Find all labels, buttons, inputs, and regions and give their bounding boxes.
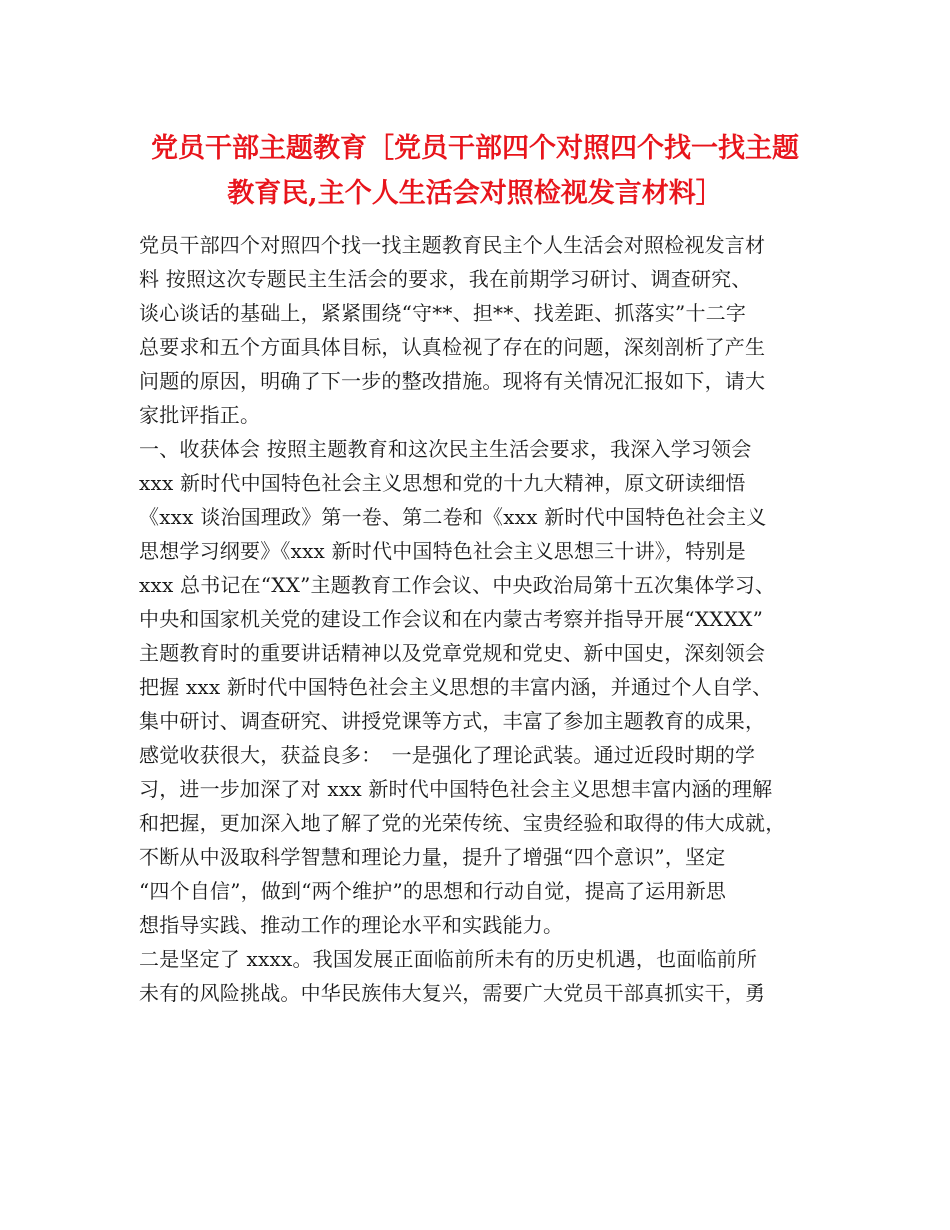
body-line: 谈心谈话的基础上，紧紧围绕“守**、担**、找差距、抓落实”十二字 (139, 301, 747, 325)
body-line: 二是坚定了 xxxx。我国发展正面临前所未有的历史机遇，也面临前所 (139, 947, 758, 971)
body-line: 集中研讨、调查研究、讲授党课等方式，丰富了参加主题教育的成果， (139, 709, 766, 733)
body-line: xxx 总书记在“XX”主题教育工作会议、中央政治局第十五次集体学习、 (139, 573, 776, 597)
body-line: xxx 新时代中国特色社会主义思想和党的十九大精神，原文研读细悟 (139, 471, 746, 495)
title-line: 教育民,主个人生活会对照检视发言材料］ (227, 178, 723, 209)
body-line: “四个自信”，做到“两个维护”的思想和行动自觉，提高了运用新思 (139, 879, 727, 903)
body-line: 想指导实践、推动工作的理论水平和实践能力。 (139, 913, 564, 937)
body-line: 料 按照这次专题民主生活会的要求，我在前期学习研讨、调查研究、 (139, 267, 752, 291)
body-line: 党员干部四个对照四个找一找主题教育民主个人生活会对照检视发言材 (139, 233, 766, 257)
title-line: 党员干部主题教育［党员干部四个对照四个找一找主题 (151, 133, 799, 164)
document-title (120, 126, 830, 216)
body-line: 和把握，更加深入地了解了党的光荣传统、宝贵经验和取得的伟大成就， (139, 811, 786, 835)
body-line: 一、收获体会 按照主题教育和这次民主生活会要求，我深入学习领会 (139, 437, 752, 461)
body-line: 把握 xxx 新时代中国特色社会主义思想的丰富内涵，并通过个人自学、 (139, 675, 773, 699)
body-line: 主题教育时的重要讲话精神以及党章党规和党史、新中国史，深刻领会 (139, 641, 766, 665)
body-line: 家批评指正。 (139, 403, 261, 427)
body-line: 总要求和五个方面具体目标，认真检视了存在的问题，深刻剖析了产生 (139, 335, 766, 359)
body-line: 感觉收获很大，获益良多： 一是强化了理论武装。通过近段时期的学 (139, 743, 756, 767)
body-line: 习，进一步加深了对 xxx 新时代中国特色社会主义思想丰富内涵的理解 (139, 777, 773, 801)
body-line: 中央和国家机关党的建设工作会议和在内蒙古考察并指导开展“XXXX” (139, 607, 764, 631)
body-line: 问题的原因，明确了下一步的整改措施。现将有关情况汇报如下，请大 (139, 369, 766, 393)
body-line: 不断从中汲取科学智慧和理论力量，提升了增强“四个意识”，坚定 (139, 845, 726, 869)
body-line: 《xxx 谈治国理政》第一卷、第二卷和《xxx 新时代中国特色社会主义 (139, 505, 767, 529)
body-line: 未有的风险挑战。中华民族伟大复兴，需要广大党员干部真抓实干，勇 (139, 981, 766, 1005)
document-body (139, 228, 839, 1010)
body-line: 思想学习纲要》《xxx 新时代中国特色社会主义思想三十讲》，特别是 (139, 539, 746, 563)
